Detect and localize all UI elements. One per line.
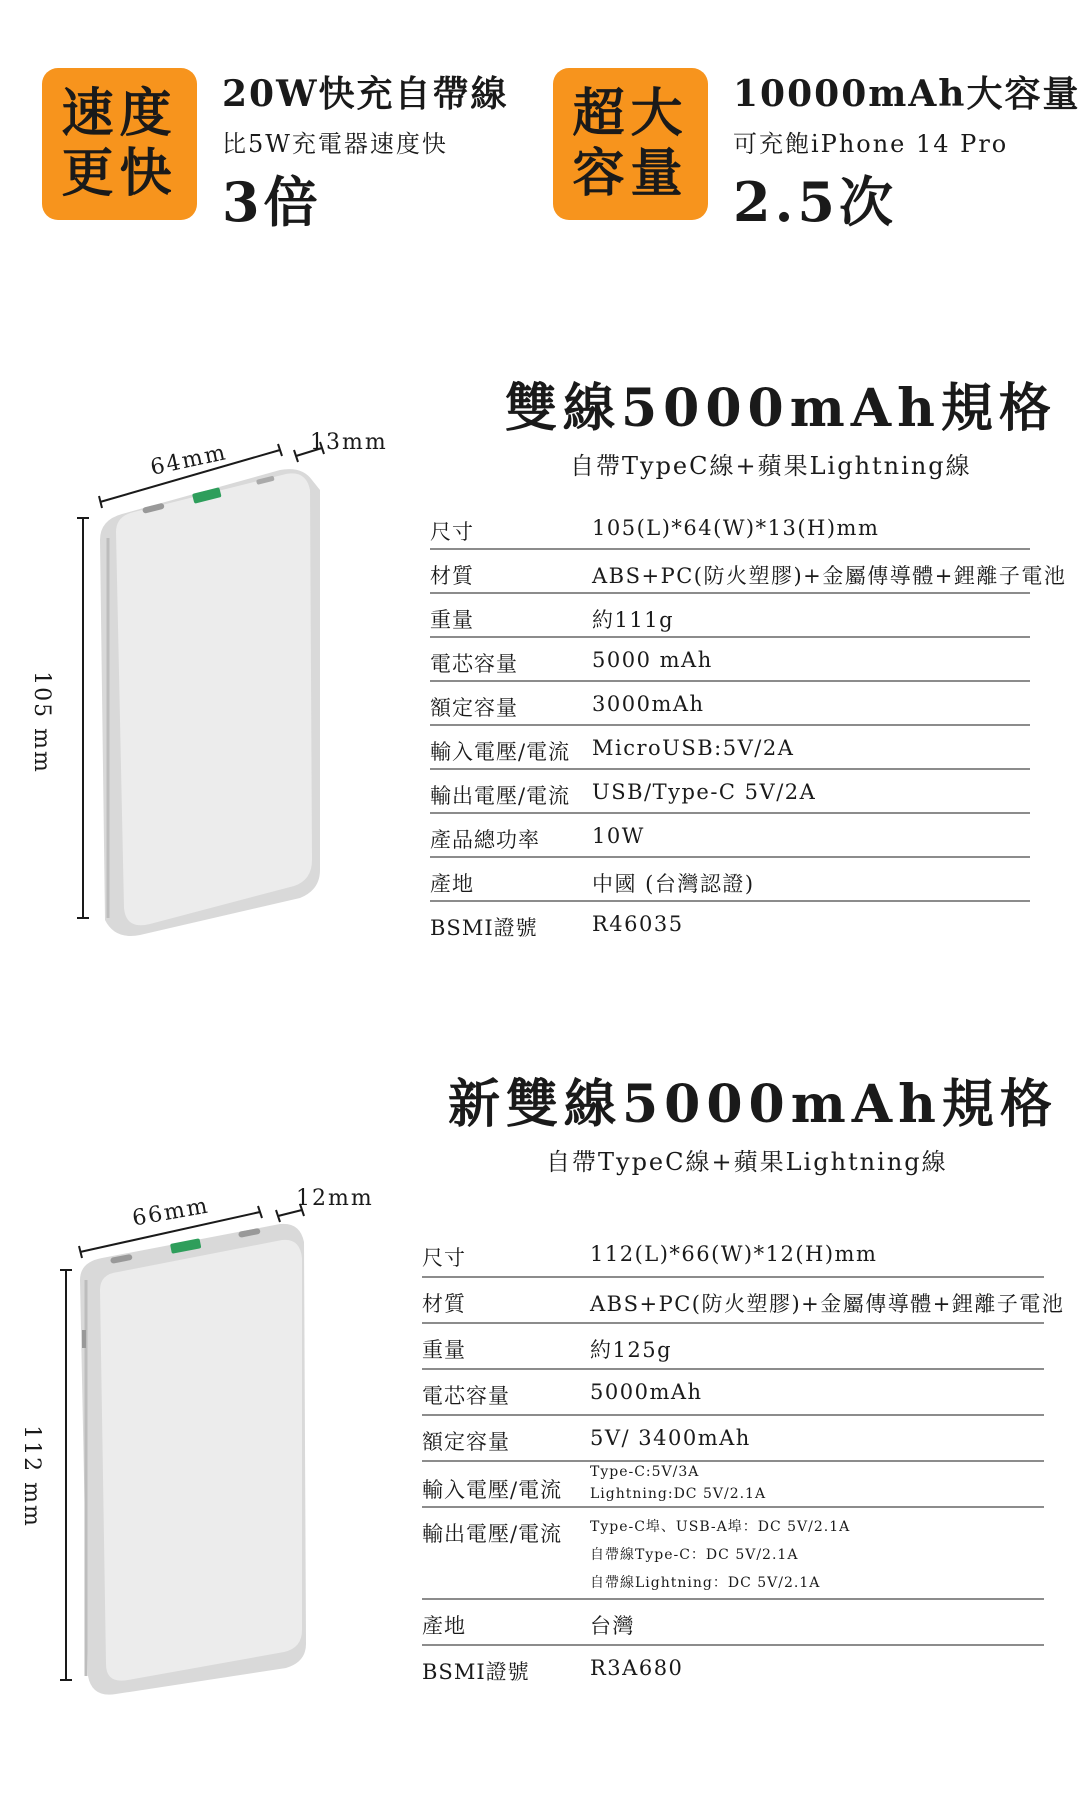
dimension-length: 112 mm (18, 1425, 44, 1528)
feature-fast-charge (42, 60, 509, 234)
spec-label: BSMI證號 (422, 1660, 530, 1684)
feature-highlight: 2.5次 (733, 170, 897, 234)
spec-value: USB/Type-C 5V/2A (592, 780, 817, 804)
dimension-length: 105 mm (28, 671, 54, 774)
spec-label: 重量 (422, 1338, 466, 1362)
spec-value: MicroUSB:5V/2A (592, 736, 795, 760)
spec-label: 產地 (430, 872, 474, 896)
badge-line: 更快 (61, 143, 178, 204)
feature-capacity (553, 60, 1080, 234)
spec-row (422, 1234, 1044, 1278)
spec-row (422, 1648, 1044, 1692)
feature-subtitle: 可充飽iPhone 14 Pro (733, 130, 1009, 158)
spec-row (422, 1326, 1044, 1370)
section-subtitle: 自帶TypeC線+蘋果Lightning線 (546, 1148, 948, 1176)
dimension-width: 64mm (148, 440, 230, 481)
spec-label: 尺寸 (430, 520, 474, 544)
spec-value: 105(L)*64(W)*13(H)mm (592, 516, 880, 540)
power-bank-illustration (20, 1180, 350, 1700)
spec-row (422, 1280, 1065, 1324)
spec-value: R46035 (592, 912, 684, 936)
spec-row (430, 860, 1030, 902)
spec-value: 112(L)*66(W)*12(H)mm (590, 1242, 878, 1266)
spec-value: 中國 (台灣認證) (592, 872, 755, 896)
spec-row (430, 728, 1030, 770)
spec-label: 電芯容量 (430, 652, 518, 676)
badge-line: 容量 (572, 143, 689, 204)
spec-label: 產地 (422, 1614, 466, 1638)
spec-row (422, 1510, 1044, 1600)
spec-row (430, 508, 1030, 550)
spec-value: 台灣 (590, 1614, 635, 1638)
spec-label: BSMI證號 (430, 916, 538, 940)
spec-row (422, 1372, 1044, 1416)
spec-label: 額定容量 (422, 1430, 510, 1454)
badge-line: 超大 (572, 83, 689, 145)
spec-value: 3000mAh (592, 692, 705, 716)
spec-value: ABS+PC(防火塑膠)+金屬傳導體+鋰離子電池 (592, 564, 1067, 588)
spec-label: 材質 (430, 564, 474, 588)
spec-row (430, 640, 1030, 682)
spec-table (422, 1234, 1065, 1694)
spec-value: 10W (592, 824, 645, 848)
spec-value: ABS+PC(防火塑膠)+金屬傳導體+鋰離子電池 (590, 1292, 1065, 1316)
spec-label: 材質 (422, 1292, 466, 1316)
spec-row (422, 1464, 1044, 1508)
spec-value: 約111g (592, 608, 675, 632)
spec-value: R3A680 (590, 1656, 684, 1680)
feature-title: 20W快充自帶線 (222, 73, 509, 115)
dimension-width: 66mm (130, 1193, 212, 1232)
spec-value: 5000mAh (590, 1380, 703, 1404)
section-subtitle: 自帶TypeC線+蘋果Lightning線 (570, 452, 972, 480)
dimension-depth: 12mm (296, 1186, 374, 1211)
feature-badge (553, 68, 708, 220)
spec-row (430, 816, 1030, 858)
spec-label: 輸出電壓/電流 (422, 1522, 563, 1546)
dimension-depth: 13mm (310, 430, 388, 455)
spec-value: 5V/ 3400mAh (590, 1426, 751, 1450)
spec-row (430, 904, 1030, 946)
section-title: 雙線5000mAh規格 (505, 378, 1057, 439)
spec-value: 自帶線Type-C：DC 5V/2.1A (590, 1547, 799, 1563)
spec-value: 自帶線Lightning：DC 5V/2.1A (590, 1575, 821, 1591)
spec-row (430, 772, 1030, 814)
spec-row (430, 552, 1067, 594)
spec-row (422, 1602, 1044, 1646)
feature-title: 10000mAh大容量 (733, 73, 1080, 115)
badge-line: 速度 (61, 83, 178, 145)
spec-table (430, 508, 1067, 940)
feature-highlight: 3倍 (222, 170, 322, 234)
spec-label: 額定容量 (430, 696, 518, 720)
power-bank-illustration (30, 420, 360, 950)
spec-value: Lightning:DC 5V/2.1A (590, 1486, 767, 1502)
spec-label: 輸出電壓/電流 (430, 784, 571, 808)
spec-value: Type-C埠、USB-A埠：DC 5V/2.1A (590, 1519, 851, 1535)
spec-label: 輸入電壓/電流 (422, 1478, 563, 1502)
spec-label: 電芯容量 (422, 1384, 510, 1408)
spec-label: 尺寸 (422, 1246, 466, 1270)
spec-value: 約125g (590, 1338, 673, 1362)
spec-label: 產品總功率 (430, 828, 540, 852)
spec-row (430, 596, 1030, 638)
feature-badge (42, 68, 197, 220)
spec-row (430, 684, 1030, 726)
spec-value: Type-C:5V/3A (590, 1464, 700, 1480)
spec-row (422, 1418, 1044, 1462)
spec-label: 重量 (430, 608, 474, 632)
spec-label: 輸入電壓/電流 (430, 740, 571, 764)
section-title: 新雙線5000mAh規格 (448, 1074, 1058, 1135)
spec-value: 5000 mAh (592, 648, 713, 672)
feature-subtitle: 比5W充電器速度快 (222, 130, 448, 158)
